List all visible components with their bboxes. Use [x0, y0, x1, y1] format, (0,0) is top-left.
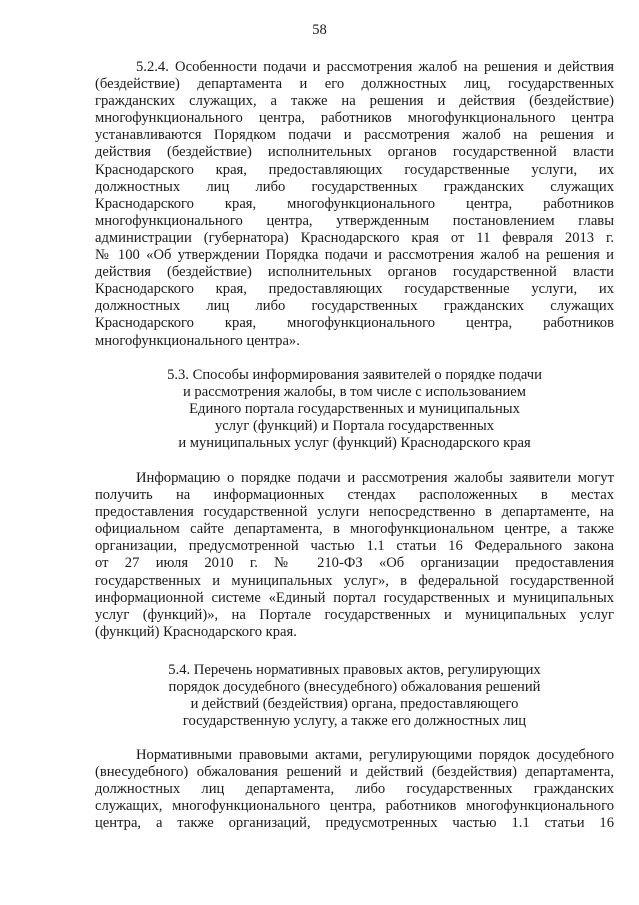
text-line: действия (бездействие) исполнительных органов государственной власти [95, 144, 614, 161]
text-line: действия (бездействие) исполнительных органов государственной власти [95, 264, 614, 281]
heading-line: услуг (функций) и Портала государственных [214, 418, 495, 435]
text-line: услуг (функций)», на Портале государственных и муниципальных услуг [95, 606, 614, 623]
page-number: 58 [312, 22, 327, 38]
heading-line: порядок досудебного (внесудебного) обжалования решений [168, 679, 541, 696]
heading-5-4 [95, 662, 614, 730]
heading-line: и рассмотрения жалобы, в том числе с использованием [182, 384, 527, 401]
text-line: гражданских служащих, а также на решения и действия (бездействие) [95, 93, 614, 110]
text-line: должностных лиц либо государственных гражданских служащих [95, 178, 614, 195]
heading-line: 5.3. Способы информирования заявителей о порядке подачи [167, 367, 542, 383]
text-line: должностных лиц департамента, либо государственных гражданских [95, 781, 614, 798]
text-line: служащих, многофункционального центра, работников многофункционального [95, 798, 614, 815]
text-line: № 100 «Об утверждении Порядка подачи и рассмотрения жалоб на решения и [95, 247, 614, 264]
text-line: (функций) Краснодарского края. [95, 623, 297, 640]
text-line: официальном сайте департамента, в многофункциональном центре, а также [95, 521, 614, 538]
text-line: (внесудебного) обжалования решений и действий (бездействия) департамента, [95, 764, 614, 781]
text-line: организации, предусмотренной частью 1.1 статьи 16 Федерального закона [95, 538, 614, 555]
text-line: Краснодарского края, многофункционального центра, работников [95, 315, 614, 332]
paragraph-5-3 [95, 470, 614, 641]
text-line: Краснодарского края, предоставляющих государственные услуги, их [95, 161, 614, 178]
text-line: Краснодарского края, предоставляющих государственные услуги, их [95, 281, 614, 298]
heading-line: 5.4. Перечень нормативных правовых актов, регулирующих [168, 662, 541, 678]
text-line: многофункционального центра». [95, 332, 300, 349]
text-line: центра, а также организаций, предусмотренных частью 1.1 статьи 16 [95, 815, 614, 832]
text-line: Нормативными правовыми актами, регулирующими порядок досудебного [136, 747, 614, 763]
heading-line: Единого портала государственных и муниципальных [189, 401, 520, 418]
text-line: информационной системе «Единый портал государственных и муниципальных [95, 589, 614, 606]
text-line: 5.2.4. Особенности подачи и рассмотрения жалоб на решения и действия [136, 59, 614, 75]
paragraph-5-2-4 [95, 59, 614, 350]
text-line: многофункционального центра, работников многофункционального центра [95, 110, 614, 127]
heading-5-3 [95, 367, 614, 452]
text-line: (бездействие) департамента и его должностных лиц, государственных [95, 76, 614, 93]
heading-line: государственную услугу, а также его должностных лиц [182, 713, 527, 730]
text-line: Краснодарского края, многофункционального центра, работников [95, 195, 614, 212]
paragraph-5-4 [95, 747, 614, 832]
text-line: получить на информационных стендах расположенных в местах [95, 487, 614, 504]
text-line: государственных и муниципальных услуг», в федеральной государственной [95, 572, 614, 589]
text-line: администрации (губернатора) Краснодарского края от 11 февраля 2013 г. [95, 229, 614, 246]
text-line: предоставления государственной услуги непосредственно в департаменте, на [95, 504, 614, 521]
text-line: Информацию о порядке подачи и рассмотрения жалобы заявители могут [136, 470, 614, 486]
text-line: устанавливаются Порядком подачи и рассмотрения жалоб на решения и [95, 127, 614, 144]
text-line: должностных лиц либо государственных гражданских служащих [95, 298, 614, 315]
text-line: многофункционального центра, утвержденным постановлением главы [95, 212, 614, 229]
text-line: от 27 июля 2010 г. № 210-ФЗ «Об организации предоставления [95, 555, 614, 572]
heading-line: и муниципальных услуг (функций) Краснодарского края [178, 435, 531, 452]
heading-line: и действий (бездействия) органа, предоставляющего [190, 696, 519, 713]
